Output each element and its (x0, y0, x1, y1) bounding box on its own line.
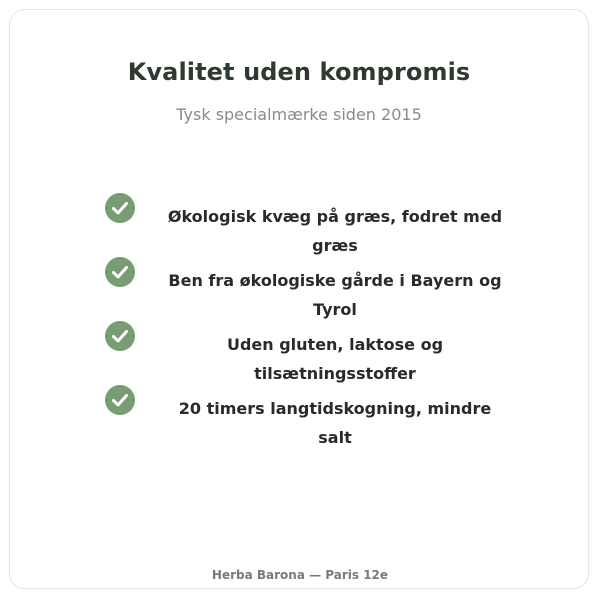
check-circle-icon (105, 385, 135, 415)
feature-list (105, 190, 525, 447)
card-title: Kvalitet uden kompromis (127, 58, 471, 86)
feature-card (9, 9, 589, 589)
footer-text: Herba Barona — Paris 12e (211, 568, 389, 582)
feature-item (105, 190, 525, 254)
check-circle-icon (105, 257, 135, 287)
feature-item (105, 318, 525, 382)
feature-text: 20 timers langtidskogning, mindre salt (178, 399, 492, 447)
check-circle-icon (105, 193, 135, 223)
feature-item (105, 254, 525, 318)
check-circle-icon (105, 321, 135, 351)
feature-item (105, 382, 525, 447)
feature-text: Uden gluten, laktose og tilsætningsstoffer (226, 335, 444, 383)
card-subtitle: Tysk specialmærke siden 2015 (176, 105, 422, 124)
feature-text: Økologisk kvæg på græs, fodret med græs (167, 207, 503, 255)
feature-text: Ben fra økologiske gårde i Bayern og Tyrol (168, 271, 502, 319)
